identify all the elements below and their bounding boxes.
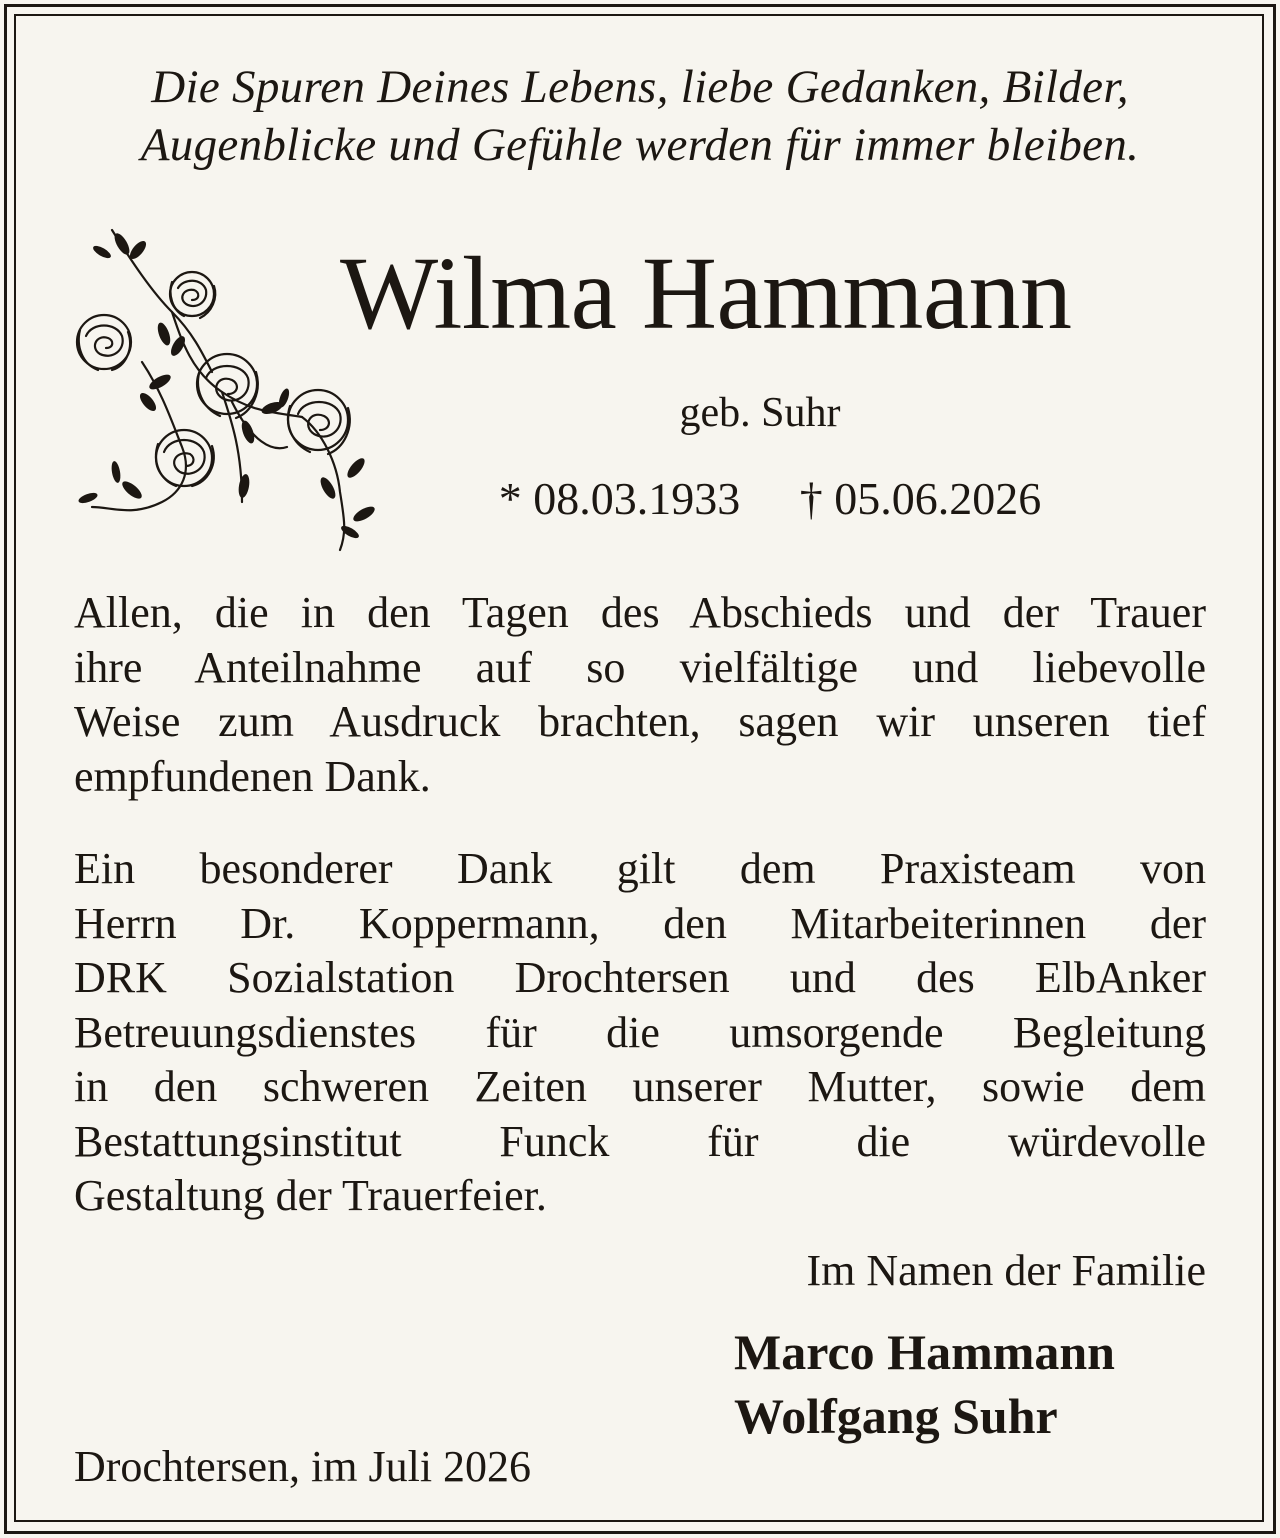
paragraph-line: Gestaltung der Trauerfeier. <box>74 1171 547 1220</box>
paragraph-line: Weise zum Ausdruck brachten, sagen wir unseren tief <box>74 697 1206 746</box>
motto-line: Die Spuren Deines Lebens, liebe Gedanken, Bilder, <box>151 61 1129 113</box>
rose-branch-icon <box>72 222 384 552</box>
paragraph-line: empfundenen Dank. <box>74 751 431 801</box>
death-date: † 05.06.2026 <box>799 473 1042 524</box>
maiden-name: geb. Suhr <box>679 390 841 436</box>
motto-line: Augenblicke und Gefühle werden für immer bleiben. <box>140 119 1140 171</box>
paragraph-line: in den schweren Zeiten unserer Mutter, sowie dem <box>74 1062 1206 1111</box>
place-date: Drochtersen, im Juli 2026 <box>74 1442 532 1491</box>
special-thanks-paragraph <box>74 842 1206 1224</box>
signers <box>734 1320 1115 1448</box>
paragraph-line: Betreuungsdienstes für die umsorgende Begleitung <box>74 1007 1206 1057</box>
family-line: Im Namen der Familie <box>806 1246 1206 1295</box>
signer-name: Wolfgang Suhr <box>734 1388 1058 1444</box>
paragraph-line: Herrn Dr. Koppermann, den Mitarbeiterinnen der <box>74 898 1206 948</box>
paragraph-line: DRK Sozialstation Drochtersen und des ElbAnker <box>74 953 1206 1002</box>
signer-name: Marco Hammann <box>734 1324 1115 1380</box>
paragraph-line: Allen, die in den Tagen des Abschieds und der Trauer <box>74 588 1206 637</box>
motto-verse <box>60 58 1220 174</box>
thanks-paragraph <box>74 586 1206 804</box>
paragraph-line: ihre Anteilnahme auf so vielfältige und liebevolle <box>74 642 1206 692</box>
paragraph-line: Ein besonderer Dank gilt dem Praxisteam von <box>74 844 1206 893</box>
life-dates <box>380 472 1160 526</box>
birth-date: * 08.03.1933 <box>498 473 741 524</box>
deceased-name: Wilma Hammann <box>340 236 1072 351</box>
paragraph-line: Bestattungsinstitut Funck für die würdevolle <box>74 1116 1206 1166</box>
